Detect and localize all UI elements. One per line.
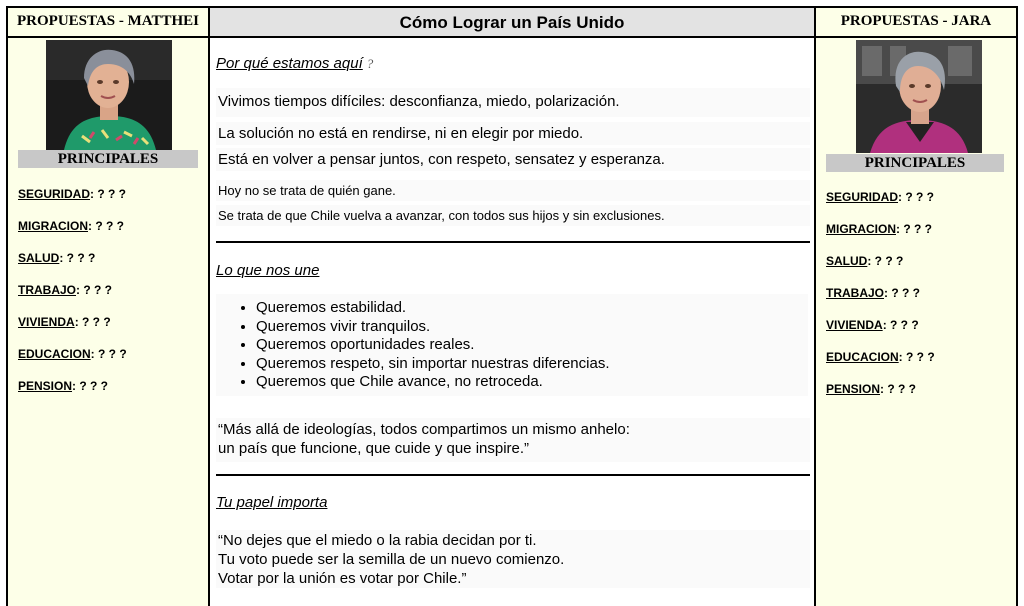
quote-block [216,530,810,588]
topic-value: : ? ? ? [59,251,96,265]
bullet-list [216,294,808,396]
topic-value: : ? ? ? [867,254,904,268]
left-candidate-panel [6,6,210,606]
topic-value: : ? ? ? [880,382,917,396]
left-topic-list [18,186,127,410]
page-title: Cómo Lograr un País Unido [210,8,814,38]
paragraph: Vivimos tiempos difíciles: desconfianza, miedo, polarización. [216,88,810,117]
topic-item-vivienda [18,314,127,346]
paragraph: La solución no está en rendirse, ni en elegir por miedo. [216,122,810,145]
topic-value: : ? ? ? [88,219,124,233]
section-title-lo-que-nos-une: Lo que nos une [216,262,320,279]
topic-link-migracion[interactable]: MIGRACION [18,219,88,233]
divider [216,241,810,243]
topic-value: : ? ? ? [72,379,109,393]
quote-block [216,418,810,462]
topic-value: : ? ? ? [898,190,935,204]
right-candidate-panel [814,6,1018,606]
topic-item-pension [18,378,127,410]
topic-item-salud [826,253,935,285]
topic-value: : ? ? ? [90,347,127,361]
section-title-tu-papel: Tu papel importa [216,494,328,511]
topic-item-migracion [826,221,935,253]
list-item: • Queremos respeto, sin importar nuestras diferencias. [256,355,808,374]
quote-line: “Más allá de ideologías, todos compartimos un mismo anhelo: [218,421,630,438]
right-panel-header: PROPUESTAS - JARA [816,8,1016,38]
main-content-panel [208,6,816,606]
topic-link-vivienda[interactable]: VIVIENDA [18,315,75,329]
topic-link-trabajo[interactable]: TRABAJO [826,286,885,300]
topic-item-educacion [18,346,127,378]
quote-line: Votar por la unión es votar por Chile.” [218,570,467,587]
topic-item-trabajo [18,282,127,314]
list-item: • Queremos estabilidad. [256,299,808,318]
left-panel-header: PROPUESTAS - MATTHEI [8,8,208,38]
left-principales-label: PRINCIPALES [18,150,198,168]
question-mark: ? [366,56,374,71]
topic-link-salud[interactable]: SALUD [18,251,60,265]
topic-item-migracion [18,218,127,250]
list-item: • Queremos oportunidades reales. [256,336,808,355]
right-topic-list [826,189,935,413]
topic-item-seguridad [826,189,935,221]
topic-value: : ? ? ? [90,187,127,201]
divider [216,474,810,476]
paragraph: Está en volver a pensar juntos, con respeto, sensatez y esperanza. [216,148,810,171]
list-item: • Queremos que Chile avance, no retroceda. [256,373,808,392]
topic-link-migracion[interactable]: MIGRACION [826,222,896,236]
topic-value: : ? ? ? [76,283,113,297]
paragraph: Hoy no se trata de quién gane. [216,180,810,201]
topic-item-salud [18,250,127,282]
quote-line: Tu voto puede ser la semilla de un nuevo comienzo. [218,551,565,568]
candidate-photo-jara [856,40,982,153]
topic-item-trabajo [826,285,935,317]
topic-link-educacion[interactable]: EDUCACION [18,347,91,361]
topic-value: : ? ? ? [884,286,921,300]
topic-value: : ? ? ? [898,350,935,364]
topic-value: : ? ? ? [882,318,919,332]
candidate-photo-matthei [46,40,172,150]
topic-link-pension[interactable]: PENSION [826,382,881,396]
quote-line: “No dejes que el miedo o la rabia decidan por ti. [218,532,537,549]
topic-link-salud[interactable]: SALUD [826,254,868,268]
topic-link-seguridad[interactable]: SEGURIDAD [826,190,899,204]
topic-link-vivienda[interactable]: VIVIENDA [826,318,883,332]
right-principales-label: PRINCIPALES [826,154,1004,172]
topic-link-educacion[interactable]: EDUCACION [826,350,899,364]
topic-link-trabajo[interactable]: TRABAJO [18,283,77,297]
topic-link-seguridad[interactable]: SEGURIDAD [18,187,91,201]
topic-link-pension[interactable]: PENSION [18,379,73,393]
list-item: • Queremos vivir tranquilos. [256,318,808,337]
paragraph: Se trata de que Chile vuelva a avanzar, con todos sus hijos y sin exclusiones. [216,205,810,226]
topic-item-seguridad [18,186,127,218]
quote-line: un país que funcione, que cuide y que inspire.” [218,440,530,457]
topic-value: : ? ? ? [896,222,932,236]
section-title-text: Por qué estamos aquí [216,55,363,72]
topic-value: : ? ? ? [74,315,111,329]
topic-item-vivienda [826,317,935,349]
topic-item-educacion [826,349,935,381]
section-title-por-que [216,55,373,72]
topic-item-pension [826,381,935,413]
